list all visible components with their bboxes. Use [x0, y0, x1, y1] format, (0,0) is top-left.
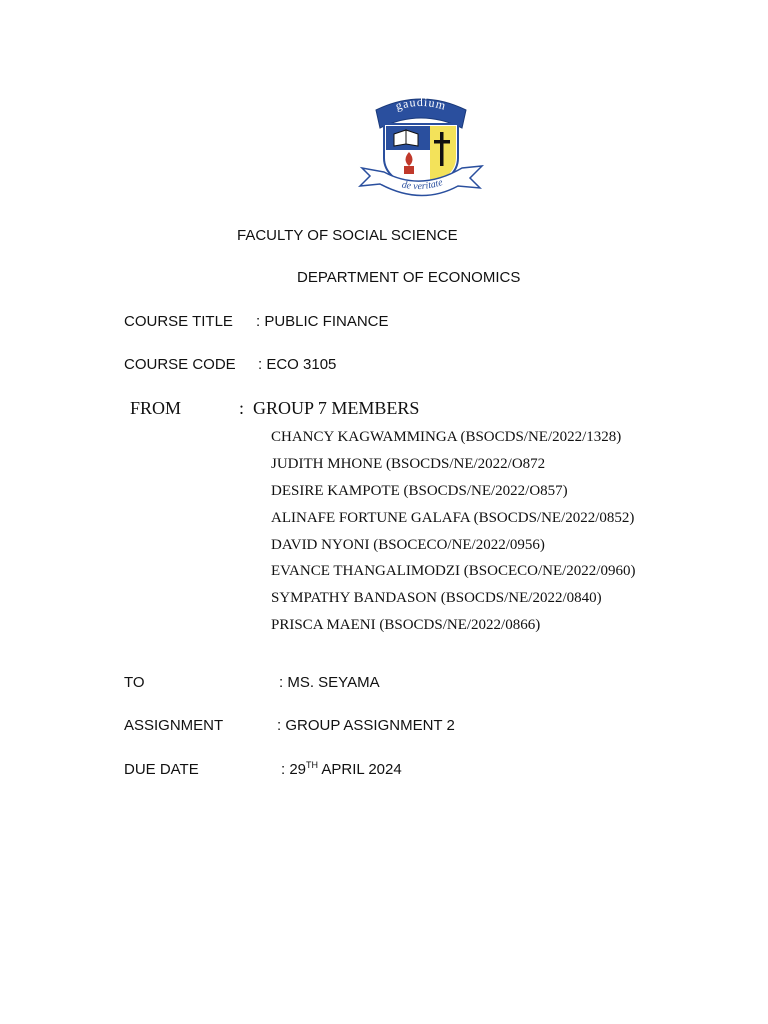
due-date-day: : 29: [281, 761, 307, 778]
due-date-month-year: APRIL 2024: [318, 761, 402, 778]
crest-motto-top: gaudium: [393, 96, 448, 113]
due-date-superscript: TH: [306, 760, 319, 770]
member-item: ALINAFE FORTUNE GALAFA (BSOCDS/NE/2022/0852): [271, 510, 635, 526]
member-item: PRISCA MAENI (BSOCDS/NE/2022/0866): [271, 617, 541, 633]
member-item: DESIRE KAMPOTE (BSOCDS/NE/2022/O857): [271, 483, 568, 499]
due-date-label: DUE DATE: [124, 761, 199, 778]
course-title-label: COURSE TITLE: [124, 313, 233, 330]
faculty-heading: FACULTY OF SOCIAL SCIENCE: [237, 227, 458, 244]
course-code-value: : ECO 3105: [258, 356, 337, 373]
crest-motto-bottom: de veritate: [400, 177, 445, 193]
to-label: TO: [124, 674, 145, 691]
member-item: SYMPATHY BANDASON (BSOCDS/NE/2022/0840): [271, 590, 602, 606]
member-item: DAVID NYONI (BSOCECO/NE/2022/0956): [271, 537, 545, 553]
member-item: CHANCY KAGWAMMINGA (BSOCDS/NE/2022/1328): [271, 429, 622, 445]
assignment-value: : GROUP ASSIGNMENT 2: [277, 717, 455, 734]
course-code-label: COURSE CODE: [124, 356, 236, 373]
university-crest-logo: [358, 96, 484, 202]
to-value: : MS. SEYAMA: [279, 674, 380, 691]
assignment-label: ASSIGNMENT: [124, 717, 224, 734]
from-label: FROM: [130, 398, 182, 418]
member-item: JUDITH MHONE (BSOCDS/NE/2022/O872: [271, 456, 546, 472]
member-item: EVANCE THANGALIMODZI (BSOCECO/NE/2022/0960): [271, 563, 636, 579]
from-value: : GROUP 7 MEMBERS: [239, 398, 420, 418]
course-title-value: : PUBLIC FINANCE: [256, 313, 389, 330]
due-date-value: [281, 761, 402, 778]
department-heading: DEPARTMENT OF ECONOMICS: [297, 269, 521, 286]
